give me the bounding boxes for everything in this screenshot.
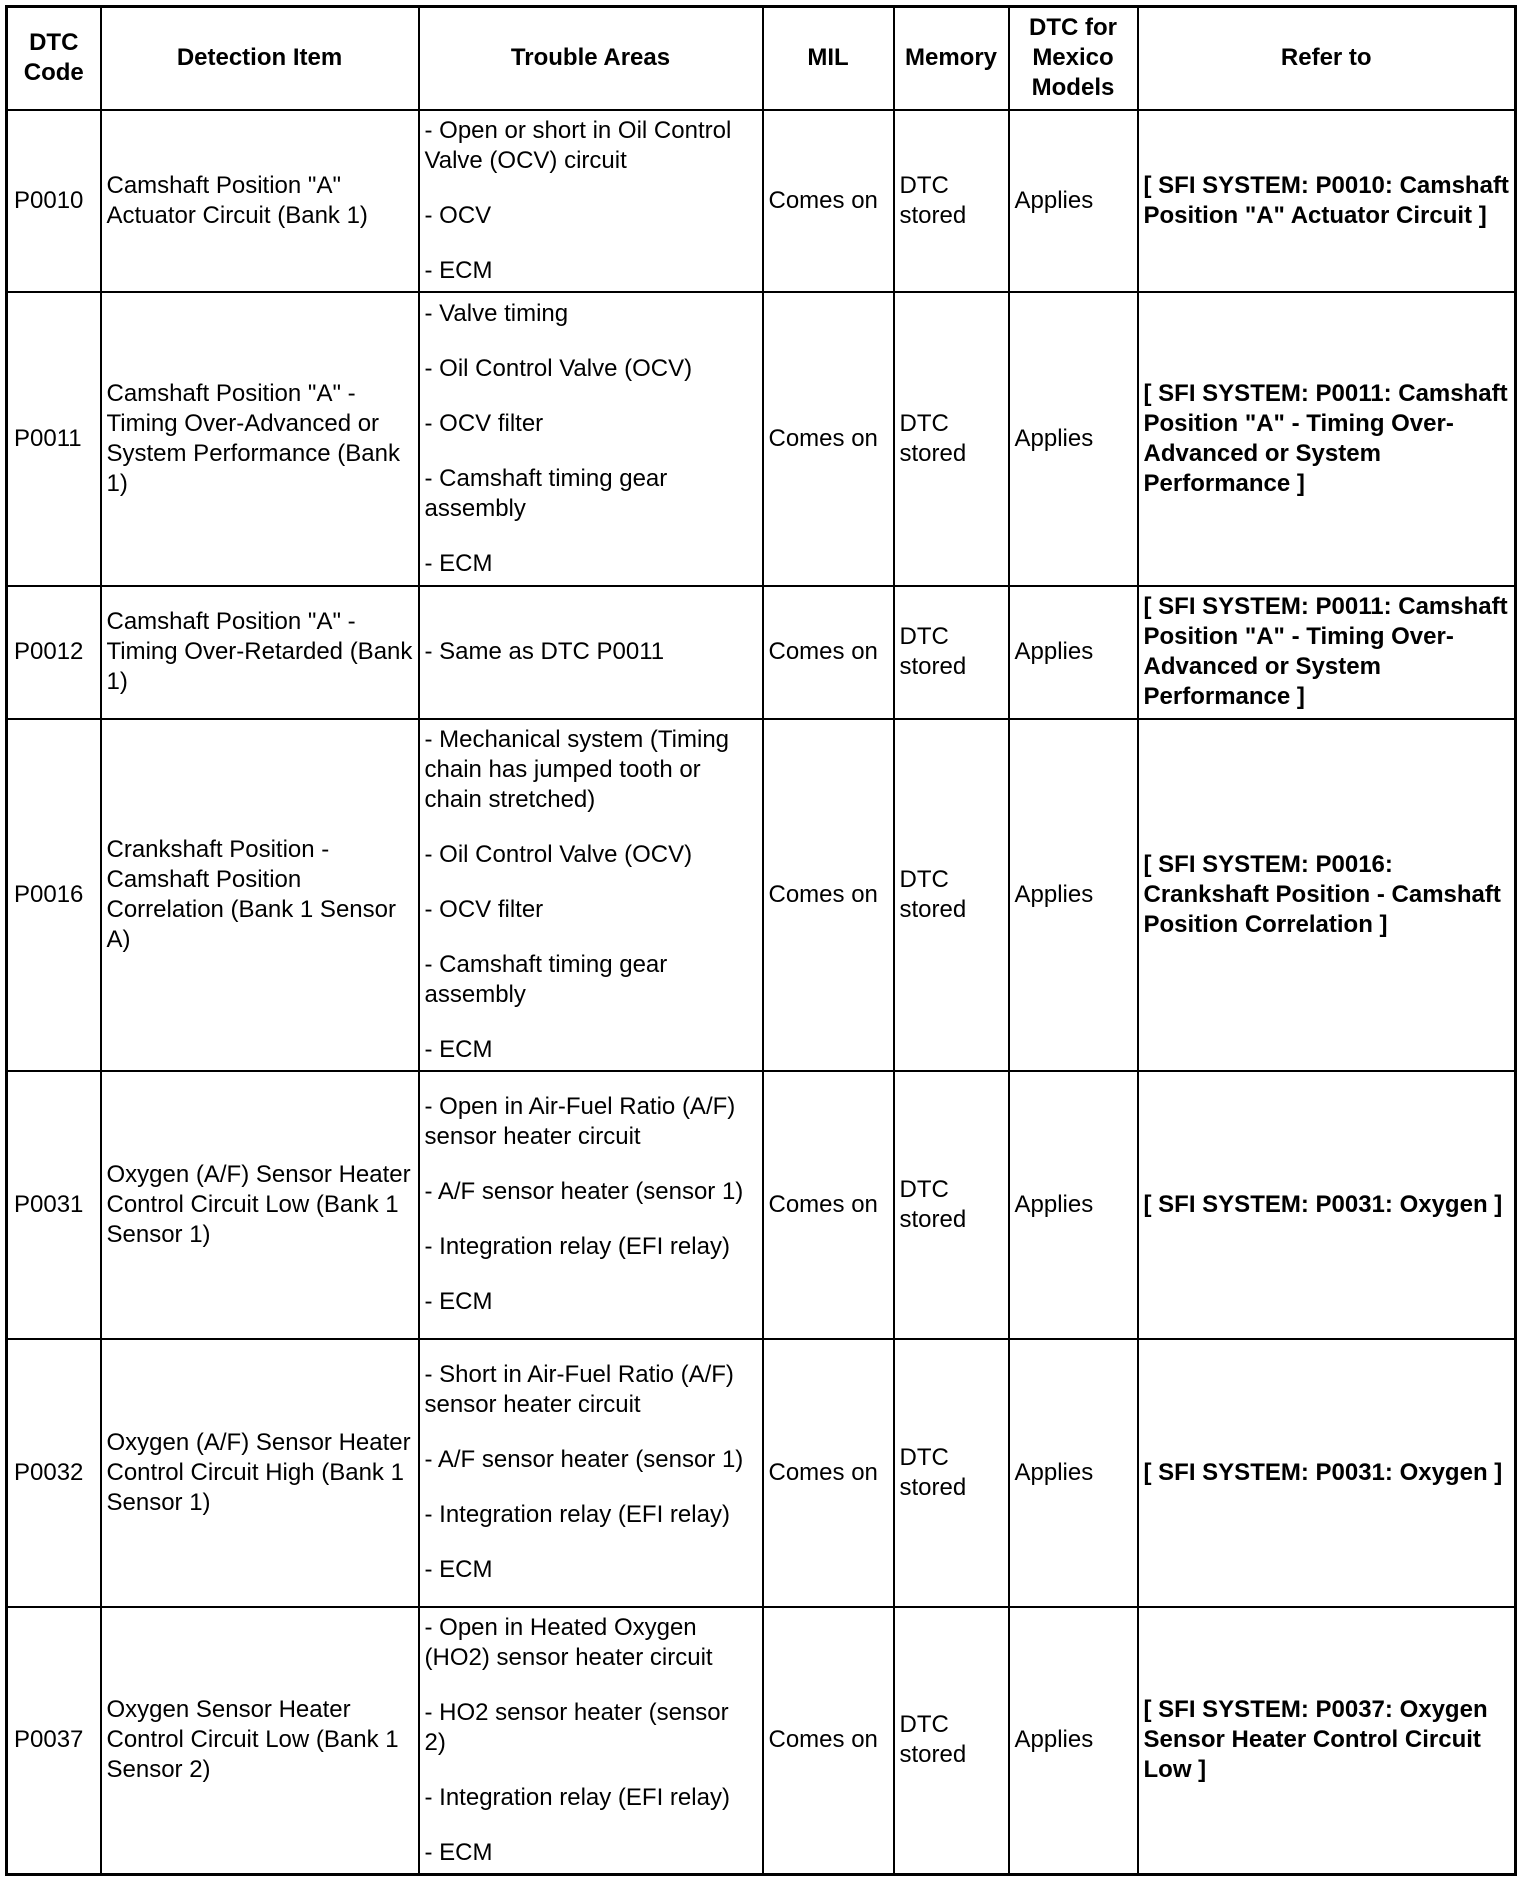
trouble-areas	[419, 586, 763, 719]
mil-status: Comes on	[763, 1607, 894, 1875]
trouble-area-item: - Oil Control Valve (OCV)	[424, 840, 693, 868]
memory-status: DTC stored	[894, 1071, 1009, 1339]
header-refer-to: Refer to	[1138, 7, 1516, 110]
table-row	[7, 110, 1516, 292]
trouble-area-item: - Open in Air-Fuel Ratio (A/F) sensor heater circuit	[424, 1093, 736, 1150]
detection-item: Camshaft Position "A" - Timing Over-Retarded (Bank 1)	[101, 586, 419, 719]
mexico-applies: Applies	[1009, 1339, 1138, 1607]
header-mexico-models: DTC for Mexico Models	[1009, 7, 1138, 110]
dtc-code: P0012	[7, 586, 101, 719]
refer-link[interactable]: [ SFI SYSTEM: P0031: Oxygen ]	[1138, 1071, 1516, 1339]
trouble-area-item: - Integration relay (EFI relay)	[424, 1783, 730, 1811]
header-mil: MIL	[763, 7, 894, 110]
trouble-area-item: - Open in Heated Oxygen (HO2) sensor heater circuit	[424, 1613, 713, 1671]
detection-item: Oxygen Sensor Heater Control Circuit Low (Bank 1 Sensor 2)	[101, 1607, 419, 1875]
trouble-area-item: - OCV	[424, 201, 492, 229]
trouble-area-item: - ECM	[424, 1035, 493, 1063]
trouble-area-item: - ECM	[424, 1556, 493, 1583]
dtc-code: P0016	[7, 719, 101, 1071]
refer-link[interactable]: [ SFI SYSTEM: P0037: Oxygen Sensor Heater Control Circuit Low ]	[1138, 1607, 1516, 1875]
trouble-area-item: - Camshaft timing gear assembly	[424, 950, 668, 1008]
trouble-area-item: - Valve timing	[424, 299, 569, 327]
refer-link[interactable]: [ SFI SYSTEM: P0011: Camshaft Position "A" - Timing Over-Advanced or System Performance ]	[1138, 292, 1516, 586]
table-row	[7, 292, 1516, 586]
trouble-area-item: - ECM	[424, 256, 493, 284]
trouble-areas	[419, 719, 763, 1071]
mexico-applies: Applies	[1009, 110, 1138, 292]
trouble-area-item: - OCV filter	[424, 895, 544, 923]
table-row	[7, 1339, 1516, 1607]
trouble-area-item: - Same as DTC P0011	[424, 638, 665, 665]
dtc-table	[5, 5, 1517, 1876]
mexico-applies: Applies	[1009, 719, 1138, 1071]
detection-item: Camshaft Position "A" - Timing Over-Advanced or System Performance (Bank 1)	[101, 292, 419, 586]
dtc-code: P0010	[7, 110, 101, 292]
table-row	[7, 719, 1516, 1071]
trouble-area-item: - HO2 sensor heater (sensor 2)	[424, 1698, 729, 1756]
trouble-area-item: - A/F sensor heater (sensor 1)	[424, 1446, 744, 1473]
trouble-area-item: - ECM	[424, 1838, 493, 1866]
mil-status: Comes on	[763, 719, 894, 1071]
header-memory: Memory	[894, 7, 1009, 110]
refer-link[interactable]: [ SFI SYSTEM: P0010: Camshaft Position "A" Actuator Circuit ]	[1138, 110, 1516, 292]
mexico-applies: Applies	[1009, 1607, 1138, 1875]
trouble-area-item: - A/F sensor heater (sensor 1)	[424, 1178, 744, 1205]
memory-status: DTC stored	[894, 586, 1009, 719]
memory-status: DTC stored	[894, 1339, 1009, 1607]
mil-status: Comes on	[763, 1339, 894, 1607]
table-row	[7, 1071, 1516, 1339]
trouble-area-item: - Camshaft timing gear assembly	[424, 464, 668, 522]
header-trouble-areas: Trouble Areas	[419, 7, 763, 110]
header-detection-item: Detection Item	[101, 7, 419, 110]
mexico-applies: Applies	[1009, 1071, 1138, 1339]
refer-link[interactable]: [ SFI SYSTEM: P0011: Camshaft Position "A" - Timing Over-Advanced or System Performance ]	[1138, 586, 1516, 719]
trouble-areas	[419, 110, 763, 292]
trouble-area-item: - Short in Air-Fuel Ratio (A/F) sensor heater circuit	[424, 1361, 734, 1418]
mil-status: Comes on	[763, 586, 894, 719]
trouble-area-item: - Integration relay (EFI relay)	[424, 1501, 730, 1528]
trouble-areas	[419, 1339, 763, 1607]
refer-link[interactable]: [ SFI SYSTEM: P0016: Crankshaft Position - Camshaft Position Correlation ]	[1138, 719, 1516, 1071]
mil-status: Comes on	[763, 1071, 894, 1339]
table-row	[7, 586, 1516, 719]
memory-status: DTC stored	[894, 1607, 1009, 1875]
memory-status: DTC stored	[894, 292, 1009, 586]
trouble-area-item: - ECM	[424, 1288, 493, 1315]
trouble-area-item: - Integration relay (EFI relay)	[424, 1233, 730, 1260]
memory-status: DTC stored	[894, 719, 1009, 1071]
trouble-areas	[419, 1071, 763, 1339]
mexico-applies: Applies	[1009, 586, 1138, 719]
detection-item: Camshaft Position "A" Actuator Circuit (Bank 1)	[101, 110, 419, 292]
memory-status: DTC stored	[894, 110, 1009, 292]
trouble-area-item: - Oil Control Valve (OCV)	[424, 354, 693, 382]
mexico-applies: Applies	[1009, 292, 1138, 586]
refer-link[interactable]: [ SFI SYSTEM: P0031: Oxygen ]	[1138, 1339, 1516, 1607]
mil-status: Comes on	[763, 292, 894, 586]
trouble-areas	[419, 292, 763, 586]
table-row	[7, 1607, 1516, 1875]
dtc-code: P0037	[7, 1607, 101, 1875]
trouble-area-item: - Open or short in Oil Control Valve (OCV) circuit	[424, 116, 732, 174]
detection-item: Crankshaft Position - Camshaft Position Correlation (Bank 1 Sensor A)	[101, 719, 419, 1071]
trouble-area-item: - OCV filter	[424, 409, 544, 437]
mil-status: Comes on	[763, 110, 894, 292]
trouble-area-item: - Mechanical system (Timing chain has jumped tooth or chain stretched)	[424, 725, 730, 813]
detection-item: Oxygen (A/F) Sensor Heater Control Circuit Low (Bank 1 Sensor 1)	[101, 1071, 419, 1339]
dtc-code: P0031	[7, 1071, 101, 1339]
trouble-area-item: - ECM	[424, 549, 493, 577]
header-code: DTC Code	[7, 7, 101, 110]
header-row	[7, 7, 1516, 110]
detection-item: Oxygen (A/F) Sensor Heater Control Circuit High (Bank 1 Sensor 1)	[101, 1339, 419, 1607]
dtc-code: P0032	[7, 1339, 101, 1607]
trouble-areas	[419, 1607, 763, 1875]
dtc-code: P0011	[7, 292, 101, 586]
